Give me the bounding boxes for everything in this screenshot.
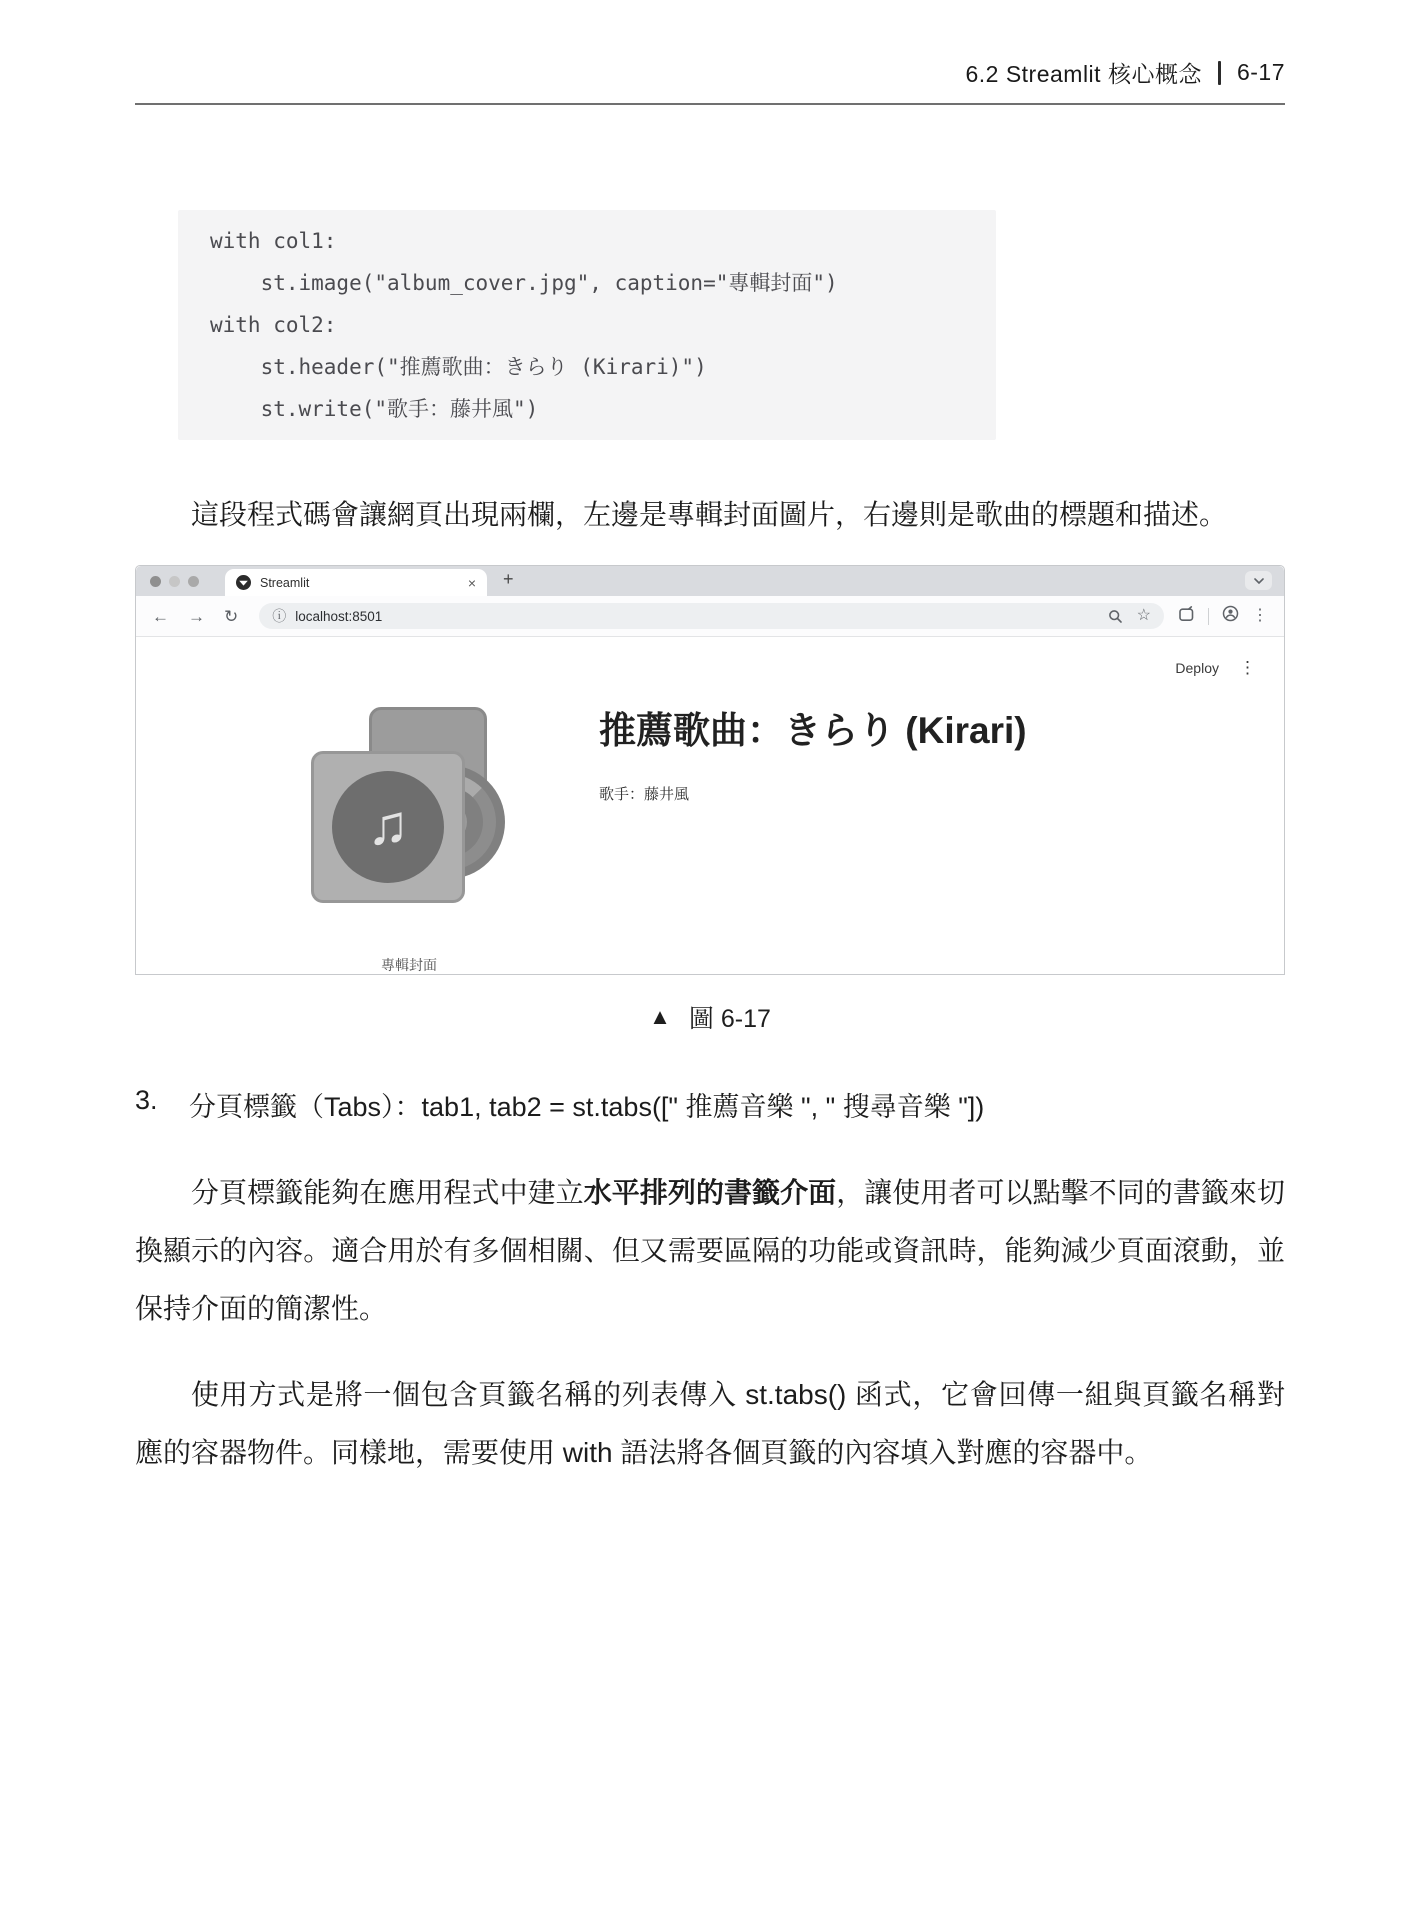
- caption-triangle-icon: ▲: [649, 1004, 671, 1029]
- note-circle: [332, 771, 444, 883]
- song-column: [599, 707, 1027, 975]
- zoom-search-icon[interactable]: [1108, 609, 1123, 624]
- caption-text: 圖 6-17: [688, 1005, 771, 1033]
- browser-toolbar: [136, 596, 1284, 637]
- reload-button[interactable]: ↻: [224, 606, 239, 626]
- profile-icon[interactable]: [1222, 605, 1239, 627]
- code-line: with col1:: [210, 229, 337, 253]
- window-controls: [150, 576, 199, 587]
- paragraph-usage: 使用方式是將一個包含頁籤名稱的列表傳入 st.tabs() 函式，它會回傳一組與頁籤名稱對應的容器物件。同樣地，需要使用 with 語法將各個頁籤的內容填入對應的容器中。: [135, 1379, 1285, 1468]
- music-note-icon: ♫: [367, 793, 409, 856]
- item-text: 分頁標籤（Tabs）：tab1, tab2 = st.tabs([" 推薦音樂 ", " 搜尋音樂 "]): [189, 1092, 985, 1122]
- app-toolbar: [1175, 659, 1256, 676]
- code-line: st.image("album_cover.jpg", caption="專輯封面"): [210, 271, 838, 295]
- song-title: 推薦歌曲：きらり (Kirari): [599, 710, 1027, 751]
- window-zoom-button[interactable]: [188, 576, 199, 587]
- paragraph-intro: 這段程式碼會讓網頁出現兩欄，左邊是專輯封面圖片，右邊則是歌曲的標題和描述。: [191, 499, 1228, 530]
- back-button[interactable]: ←: [152, 606, 169, 626]
- chevron-down-icon: [1254, 578, 1264, 584]
- window-minimize-button[interactable]: [169, 576, 180, 587]
- browser-figure: [135, 565, 1285, 975]
- paragraph-tabs: [135, 1164, 1285, 1338]
- album-front-cover: [311, 751, 465, 903]
- code-block: [178, 210, 996, 440]
- browser-tab[interactable]: [225, 569, 487, 596]
- header-divider: [1218, 61, 1221, 85]
- url-text: localhost:8501: [295, 608, 383, 624]
- album-column: [311, 707, 507, 975]
- toolbar-separator: [1208, 608, 1209, 625]
- browser-actions: [1178, 605, 1268, 627]
- song-artist: 歌手：藤井風: [599, 786, 690, 804]
- site-info-icon[interactable]: ⓘ: [272, 608, 287, 624]
- page: [135, 0, 1285, 1482]
- image-caption: 專輯封面: [381, 957, 437, 973]
- code-line: st.header("推薦歌曲：きらり (Kirari)"): [210, 355, 707, 379]
- streamlit-app: [136, 637, 1284, 974]
- app-content: [136, 637, 1284, 975]
- streamlit-favicon-icon: [236, 575, 251, 590]
- figure-caption: [135, 999, 1285, 1035]
- browser-tab-strip: [136, 566, 1284, 596]
- page-number: 6-17: [1236, 59, 1285, 85]
- album-cover-image: [311, 707, 507, 945]
- tab-title: Streamlit: [260, 575, 310, 590]
- extensions-icon[interactable]: [1178, 606, 1195, 627]
- header-rule: [135, 103, 1285, 105]
- paragraph-tabs-pre: 分頁標籤能夠在應用程式中建立: [191, 1177, 584, 1208]
- bookmark-star-icon[interactable]: ☆: [1136, 607, 1151, 624]
- window-close-button[interactable]: [150, 576, 161, 587]
- new-tab-button[interactable]: +: [503, 568, 514, 589]
- deploy-button[interactable]: Deploy: [1175, 659, 1219, 676]
- code-line: st.write("歌手：藤井風"): [210, 397, 539, 421]
- item-number: 3.: [135, 1085, 158, 1115]
- page-header: [135, 0, 1285, 89]
- code-line: with col2:: [210, 313, 337, 337]
- forward-button[interactable]: →: [188, 606, 205, 626]
- tab-close-icon[interactable]: ×: [467, 574, 476, 591]
- list-item-3: [135, 1085, 1285, 1124]
- app-menu-icon[interactable]: ⋮: [1239, 658, 1256, 677]
- paragraph-tabs-post: ，讓使用者可以點擊不同的書籤來切換顯示的內容。適合用於有多個相關、但又需要區隔的功能或資訊時，能夠減少頁面滾動，並保持介面的簡潔性。: [135, 1177, 1285, 1324]
- address-bar[interactable]: [259, 603, 1164, 629]
- section-title: 6.2 Streamlit 核心概念: [965, 61, 1202, 87]
- tab-list-button[interactable]: [1245, 571, 1272, 590]
- paragraph-tabs-bold: 水平排列的書籤介面: [583, 1177, 837, 1208]
- browser-menu-icon[interactable]: ⋮: [1252, 607, 1268, 624]
